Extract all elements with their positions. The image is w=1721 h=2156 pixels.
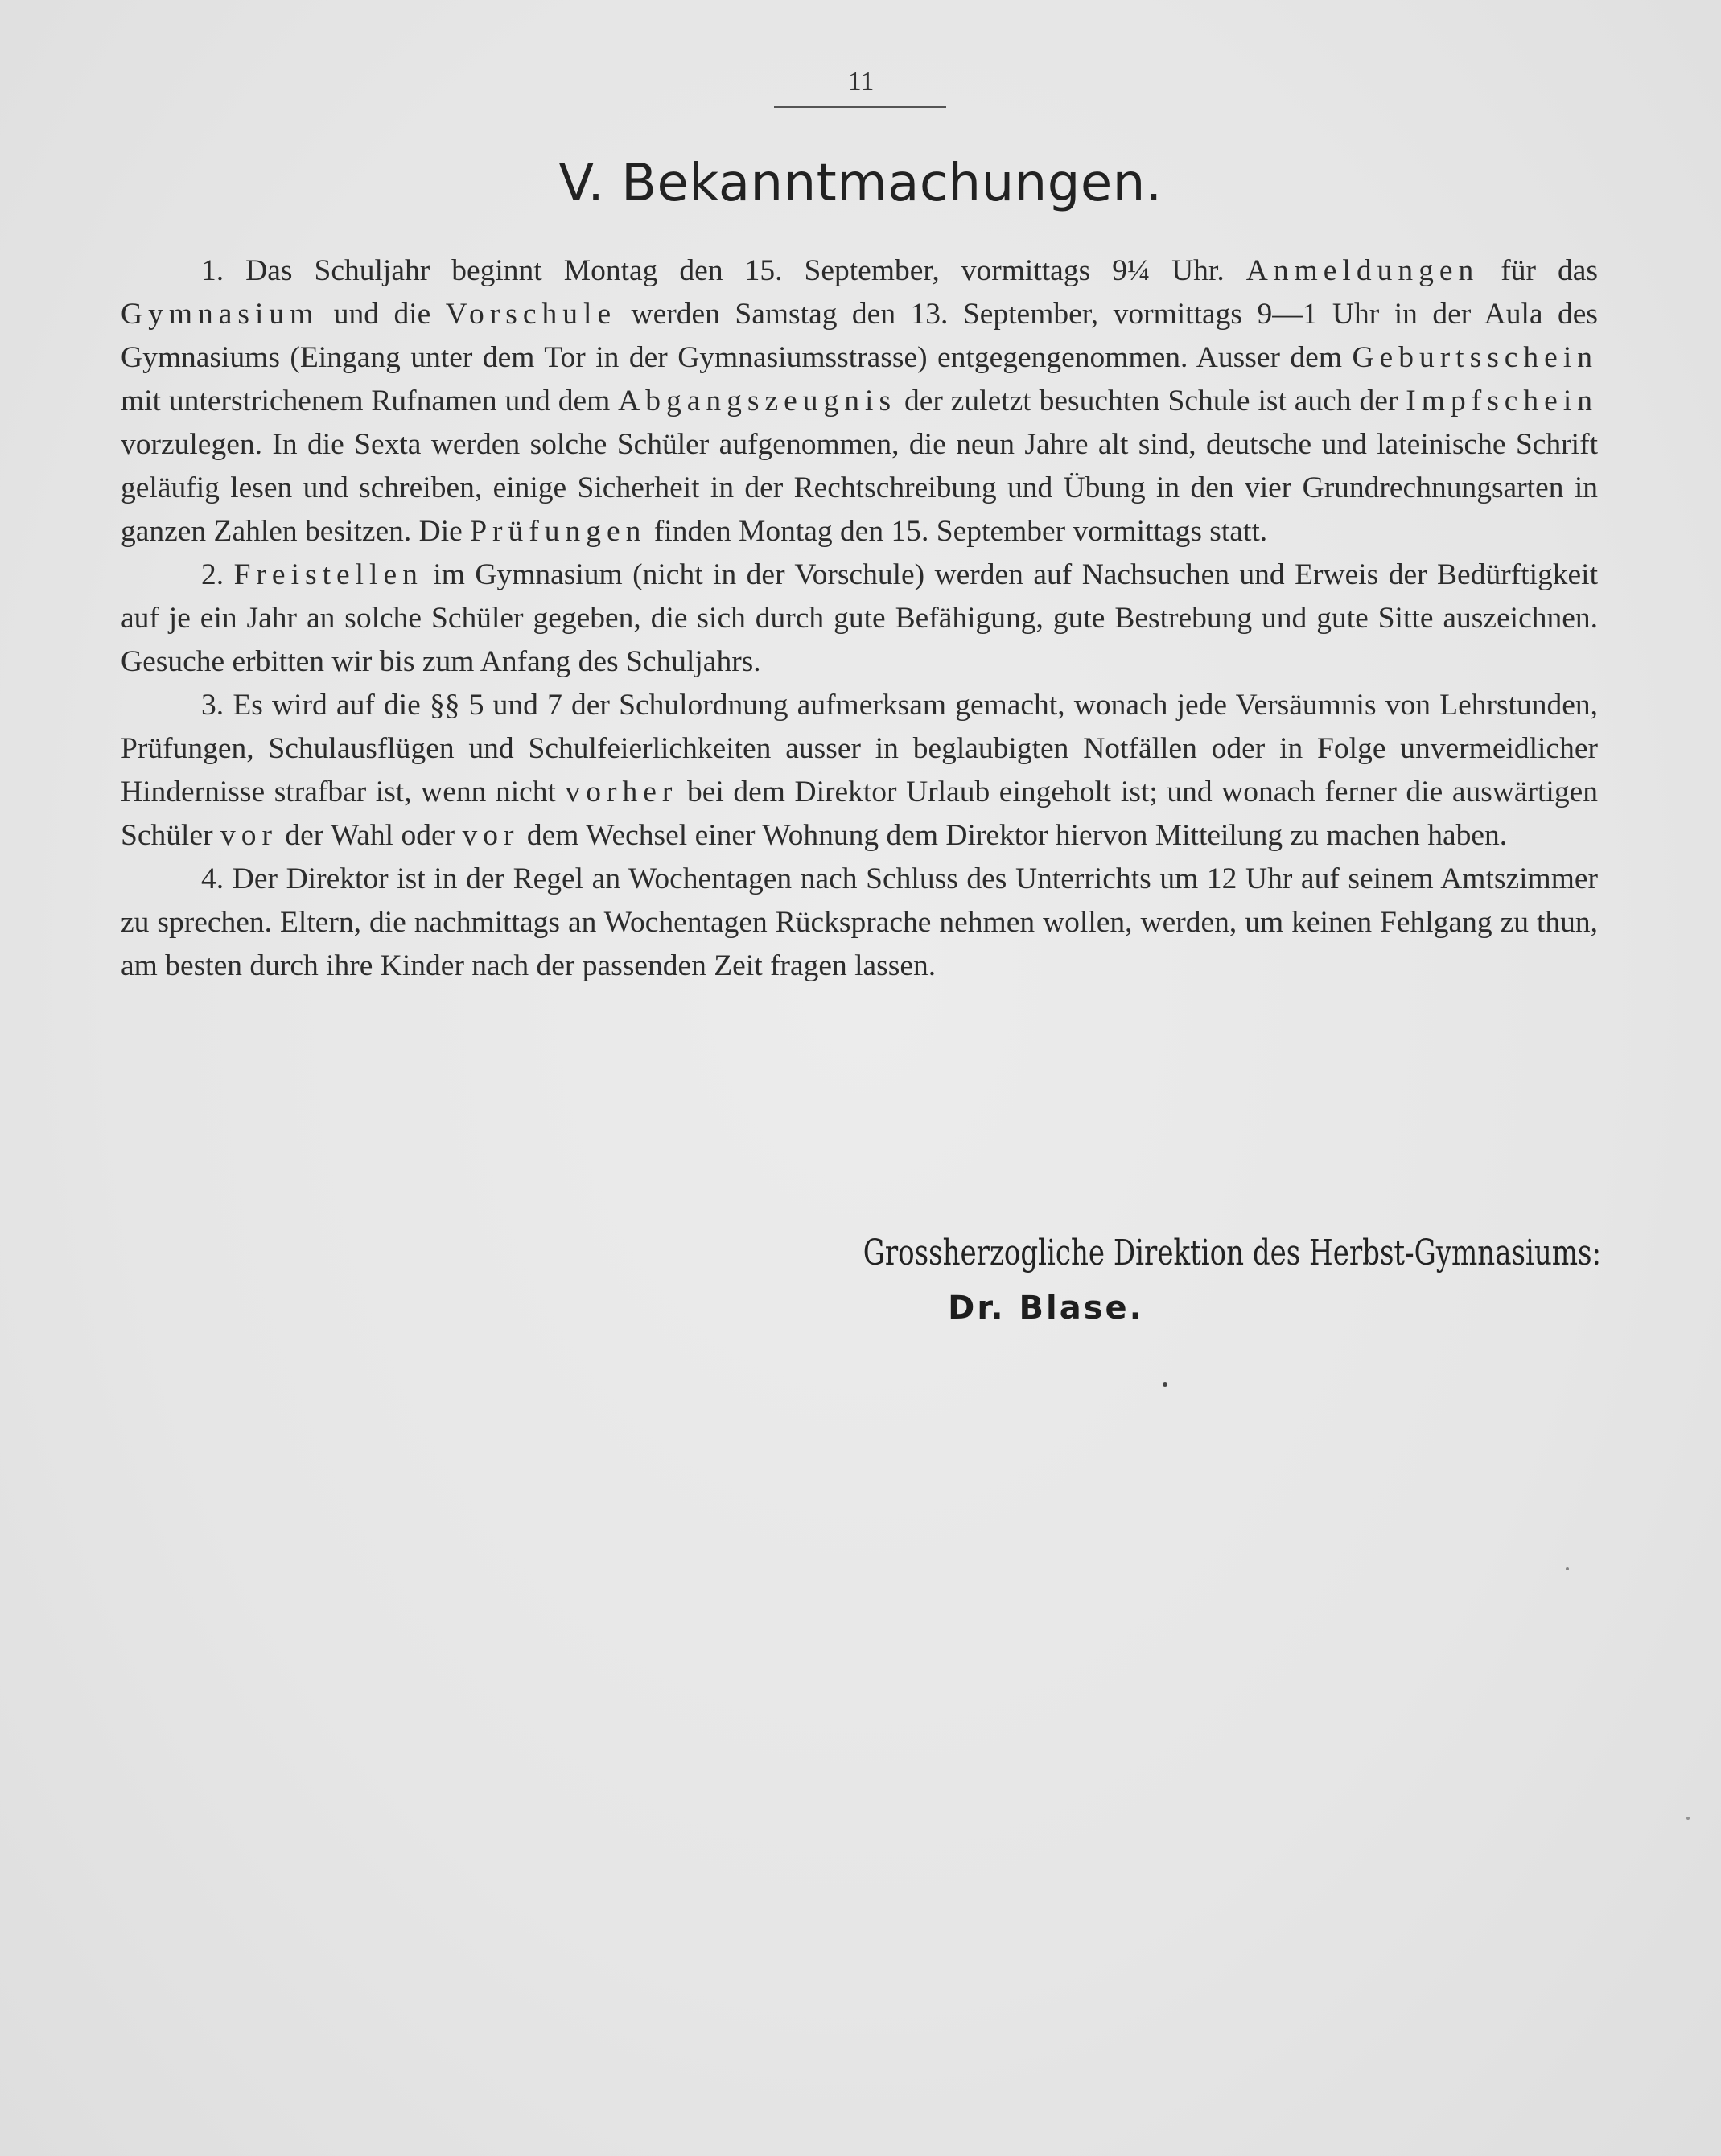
paragraph-1 <box>121 249 1598 553</box>
paper-speck <box>1163 1382 1167 1387</box>
text-run: und die <box>319 298 446 331</box>
text-run: der zuletzt besuchten Schule ist auch der <box>896 385 1406 418</box>
text-run: 1. Das Schuljahr beginnt Montag den 15. September, vormittags 9¼ Uhr. <box>201 254 1246 287</box>
paper-speck <box>1566 1567 1569 1570</box>
emphasized-term: vorher <box>565 776 678 808</box>
text-run: mit unterstrichenem Rufnamen und dem <box>121 385 619 418</box>
text-run: der Wahl oder <box>277 819 463 852</box>
text-run: im Gymnasium (nicht in der Vorschule) werden auf Nachsuchen und Erweis der Bedürftigkeit auf je ein Jahr an solche Schüler gegeben, die sich durch gute Befähigung, gute Bestrebung und gute Sitte auszeichnen. Gesuche erbitten wir bis zum Anfang des Schuljahrs. <box>121 558 1598 678</box>
emphasized-term: Freistellen <box>233 558 423 591</box>
paper-speck <box>1686 1817 1690 1820</box>
paragraph-3 <box>121 684 1598 858</box>
emphasized-term: vor <box>220 819 278 852</box>
emphasized-term: Impfschein <box>1406 385 1598 418</box>
emphasized-term: Vorschule <box>445 298 617 331</box>
emphasized-term: Prüfungen <box>470 515 647 548</box>
paragraph-2 <box>121 553 1598 684</box>
text-run: vorzulegen. In die Sexta werden solche Schüler aufgenommen, die neun Jahre alt sind, deutsche und lateinische Schrift geläufig lesen und schreiben, einige Sicherheit in der Rechtschreibung und Übung in den vier Grundrechnungsarten in ganzen Zahlen besitzen. Die <box>121 428 1598 548</box>
emphasized-term: Anmeldungen <box>1245 254 1480 287</box>
text-run: finden Montag den 15. September vormittags statt. <box>646 515 1268 548</box>
emphasized-term: Gymnasium <box>121 298 319 331</box>
text-run: für das <box>1479 254 1598 287</box>
page-number: 11 <box>847 67 875 97</box>
page-number-rule <box>774 106 946 108</box>
text-run: 4. Der Direktor ist in der Regel an Wochentagen nach Schluss des Unterrichts um 12 Uhr auf seinem Amtszimmer zu sprechen. Eltern, die nachmittags an Wochentagen Rücksprache nehmen wollen, werden, um keinen Fehlgang zu thun, am besten durch ihre Kinder nach der passenden Zeit fragen lassen. <box>121 862 1598 982</box>
announcements-body <box>121 249 1598 988</box>
section-heading: V. Bekanntmachungen. <box>558 154 1163 213</box>
emphasized-term: Abgangszeugnis <box>618 385 897 418</box>
signature-line: Grossherzogliche Direktion des Herbst-Gymnasiums: <box>863 1232 1601 1273</box>
text-run: bei dem Direktor Urlaub eingeholt ist; und wonach ferner die auswärtigen Schüler <box>121 776 1598 852</box>
text-run: werden Samstag den 13. September, vormittags 9—1 Uhr in der Aula des Gymnasiums (Eingang unter dem Tor in der Gymnasiumsstrasse) entgegengenommen. Ausser dem <box>121 298 1598 374</box>
signer-name: Dr. Blase. <box>948 1290 1144 1327</box>
text-run: 3. Es wird auf die §§ 5 und 7 der Schulordnung aufmerksam gemacht, wonach jede Versäumnis von Lehrstunden, Prüfungen, Schulausflügen und Schulfeierlichkeiten ausser in beglaubigten Notfällen oder in Folge unvermeidlicher Hindernisse strafbar ist, wenn nicht <box>121 689 1598 808</box>
emphasized-term: Geburtsschein <box>1352 341 1598 374</box>
emphasized-term: vor <box>462 819 520 852</box>
text-run: dem Wechsel einer Wohnung dem Direktor hiervon Mitteilung zu machen haben. <box>519 819 1508 852</box>
text-run: 2. <box>201 558 234 591</box>
paragraph-4 <box>121 858 1598 988</box>
